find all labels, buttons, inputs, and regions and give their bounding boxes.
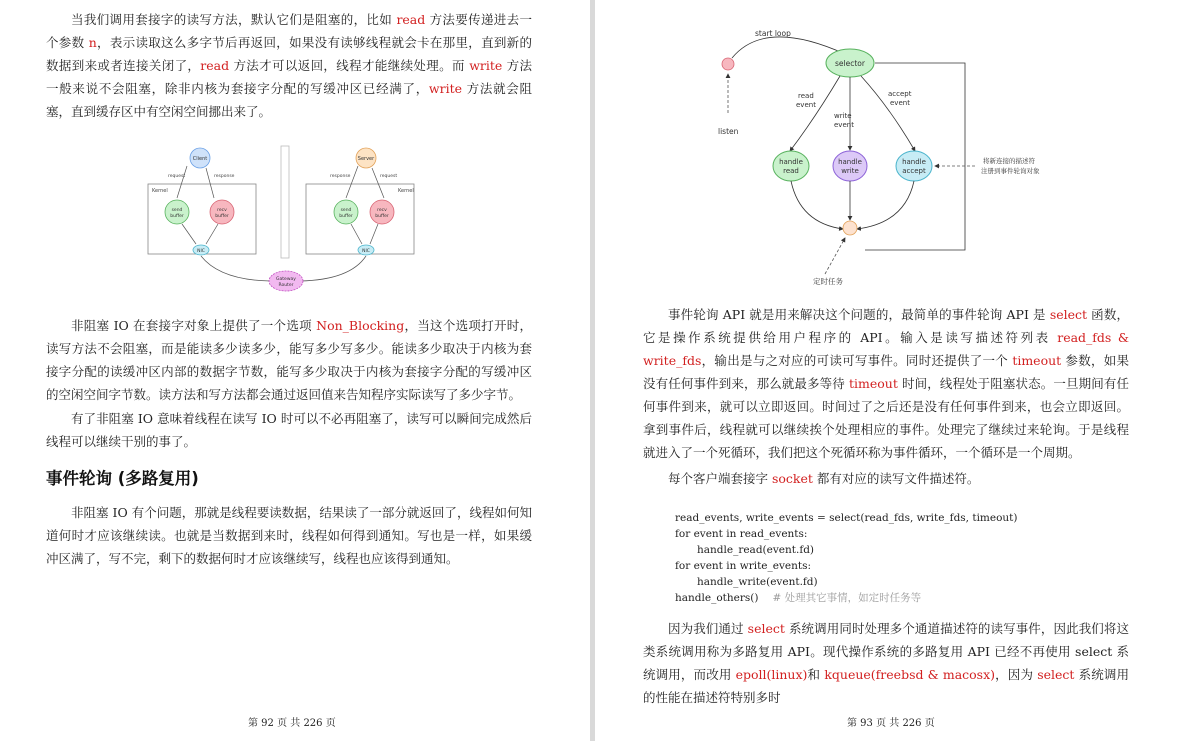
page-separator-bar: [281, 146, 289, 258]
svg-text:read: read: [798, 92, 814, 100]
code-block: [675, 510, 1018, 606]
svg-text:handle: handle: [838, 158, 862, 166]
handle-write-node: [833, 151, 867, 181]
svg-text:write: write: [841, 167, 859, 175]
code-line: for event in write_events:: [675, 560, 812, 572]
svg-text:accept: accept: [888, 90, 912, 98]
svg-text:Router: Router: [278, 283, 294, 288]
server-kernel-box: [306, 184, 414, 254]
svg-text:Gateway: Gateway: [276, 277, 296, 282]
code-comment: # 处理其它事情，如定时任务等: [772, 592, 922, 604]
svg-text:send: send: [340, 208, 352, 213]
code-line: for event in read_events:: [675, 528, 808, 540]
server-request-label: request: [380, 174, 398, 179]
client-server-diagram: [140, 140, 460, 300]
timer-task-label: 定时任务: [813, 277, 843, 286]
handle-read-node: [773, 151, 809, 181]
svg-text:buffer: buffer: [170, 214, 184, 219]
svg-text:event: event: [796, 101, 816, 109]
paragraph-blocking-io: 当我们调用套接字的读写方法，默认它们是阻塞的，比如 read 方法要传递进去一个参数 n，表示读取这么多字节后再返回，如果没有读够线程就会卡在那里，直到新的数据到来或者连接关闭了，read 方法才可以返回，线程才能继续处理。而 write 方法一般来说不会阻塞，除非内核为套接字分配的写缓冲区已经满了，write 方法就会阻塞，直到缓存区中有空闲空间挪出来了。: [46, 12, 532, 119]
svg-text:buffer: buffer: [339, 214, 353, 219]
client-response-label: response: [214, 174, 235, 179]
code-line: handle_read(event.fd): [697, 544, 815, 556]
svg-text:recv: recv: [377, 208, 387, 213]
paragraph-event-loop-api: 事件轮询 API 就是用来解决这个问题的，最简单的事件轮询 API 是 select 函数，它是操作系统提供给用户程序的 API。输入是读写描述符列表 read_fds & write_fds，输出是与之对应的可读可写事件。同时还提供了一个 timeout 参数，如果没有任何事件到来，那么就最多等待 timeout 时间，线程处于阻塞状态。一旦期间有任何事件到来，就可以立即返回。时间过了之后还是没有任何事件到来，也会立即返回。拿到事件后，线程就可以继续挨个处理相应的事件。处理完了继续过来轮询。于是线程就进入了一个死循环，我们把这个死循环称为事件循环，一个循环是一个周期。: [643, 307, 1129, 460]
start-loop-label: start loop: [755, 29, 791, 38]
svg-text:event: event: [834, 121, 854, 129]
event-loop-diagram: [705, 18, 1040, 268]
svg-text:write: write: [834, 112, 852, 120]
svg-text:send: send: [171, 208, 183, 213]
loop-start-node: [722, 58, 734, 70]
paragraph-socket-fds: 每个客户端套接字 socket 都有对应的读写文件描述符。: [668, 471, 980, 486]
svg-text:selector: selector: [835, 59, 865, 68]
client-label: Client: [192, 156, 208, 162]
svg-text:handle: handle: [779, 158, 803, 166]
server-label: Server: [357, 156, 375, 162]
svg-text:NIC: NIC: [362, 249, 370, 254]
paragraph-notification-problem: 非阻塞 IO 有个问题，那就是线程要读数据，结果读了一部分就返回了，线程如何知道何时才应该继续读。也就是当数据到来时，线程如何得到通知。写也是一样，如果缓冲区满了，写不完，剩下的数据何时才应该继续写，线程也应该得到通知。: [46, 505, 532, 566]
code-line: read_events, write_events = select(read_fds, write_fds, timeout): [675, 512, 1018, 524]
section-heading: 事件轮询 (多路复用): [46, 469, 199, 488]
svg-text:handle: handle: [902, 158, 926, 166]
page-footer: 第 92 页 共 226 页: [248, 718, 336, 729]
server-response-label: response: [330, 174, 351, 179]
svg-text:read: read: [783, 167, 799, 175]
paragraph-non-blocking: 非阻塞 IO 在套接字对象上提供了一个选项 Non_Blocking，当这个选项打开时，读写方法不会阻塞，而是能读多少读多少，能写多少写多少。能读多少取决于内核为套接字分配的读缓冲区内部的数据字节数，能写多少取决于内核为套接字分配的写缓冲区的空闲空间字节数。读方法和写方法都会通过返回值来告知程序实际读写了多少字节。: [46, 318, 532, 402]
register-note: 将新连接的描述符: [983, 157, 1035, 165]
page-92: [0, 0, 590, 741]
code-line: handle_write(event.fd): [697, 576, 818, 588]
paragraph-non-blocking-meaning: 有了非阻塞 IO 意味着线程在读写 IO 时可以不必再阻塞了，读写可以瞬间完成然后线程可以继续干别的事了。: [46, 411, 532, 449]
svg-text:NIC: NIC: [197, 249, 205, 254]
client-kernel-label: Kernel: [152, 188, 168, 194]
svg-text:recv: recv: [217, 208, 227, 213]
svg-text:buffer: buffer: [215, 214, 229, 219]
client-request-label: request: [168, 174, 186, 179]
handle-accept-node: [896, 151, 932, 181]
page-93: [595, 0, 1188, 741]
listen-label: listen: [718, 127, 739, 136]
paragraph-multiplexing: 因为我们通过 select 系统调用同时处理多个通道描述符的读写事件，因此我们将这类系统调用称为多路复用 API。现代操作系统的多路复用 API 已经不再使用 select 系统调用，而改用 epoll(linux)和 kqueue(freebsd & macosx)，因为 select 系统调用的性能在描述符特别多时: [643, 621, 1129, 705]
svg-text:注册到事件轮询对象: 注册到事件轮询对象: [981, 167, 1040, 175]
svg-text:accept: accept: [902, 167, 926, 175]
server-kernel-label: Kernel: [398, 188, 414, 194]
code-line: handle_others() # 处理其它事情，如定时任务等: [675, 592, 922, 604]
svg-text:event: event: [890, 99, 910, 107]
svg-text:buffer: buffer: [375, 214, 389, 219]
client-kernel-box: [148, 184, 256, 254]
merge-node: [843, 221, 857, 235]
page-footer: 第 93 页 共 226 页: [847, 718, 935, 729]
